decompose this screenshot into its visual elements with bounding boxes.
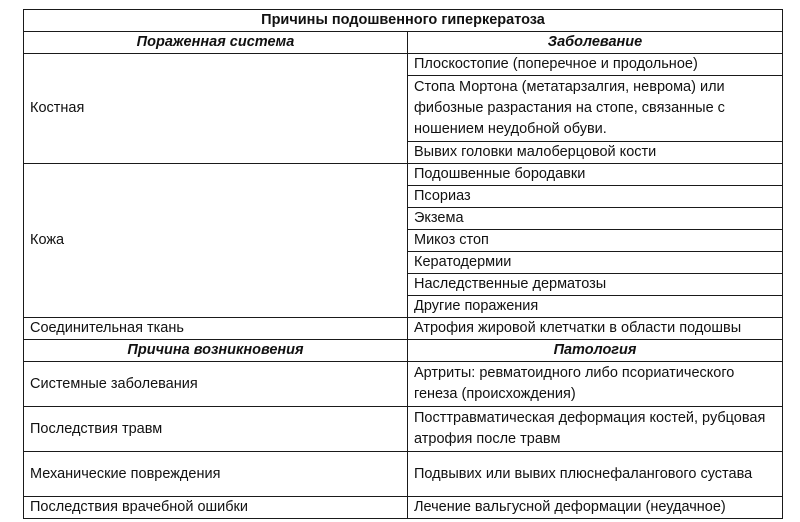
table-row [24, 497, 783, 519]
disease-cell: Подошвенные бородавки [408, 164, 783, 186]
column-header-disease: Заболевание [408, 32, 783, 54]
cause-cell: Последствия врачебной ошибки [24, 497, 408, 519]
column-header-affected-system: Пораженная система [24, 32, 408, 54]
disease-cell: Экзема [408, 208, 783, 230]
table-row [24, 164, 783, 186]
section2-header-row [24, 340, 783, 362]
disease-cell: Кератодермии [408, 252, 783, 274]
pathology-cell: Лечение вальгусной деформации (неудачное) [408, 497, 783, 519]
hyperkeratosis-causes-table [23, 9, 783, 519]
disease-cell: Вывих головки малоберцовой кости [408, 142, 783, 164]
pathology-cell: Посттравматическая деформация костей, рубцовая атрофия после травм [408, 407, 783, 452]
disease-cell: Микоз стоп [408, 230, 783, 252]
section1-header-row [24, 32, 783, 54]
disease-cell: Плоскостопие (поперечное и продольное) [408, 54, 783, 76]
pathology-cell: Артриты: ревматоидного либо псориатического генеза (происхождения) [408, 362, 783, 407]
system-cell-connective-tissue: Соединительная ткань [24, 318, 408, 340]
cause-cell: Последствия травм [24, 407, 408, 452]
cause-cell: Механические повреждения [24, 452, 408, 497]
table-row [24, 452, 783, 497]
column-header-pathology: Патология [408, 340, 783, 362]
cause-cell: Системные заболевания [24, 362, 408, 407]
disease-cell: Стопа Мортона (метатарзалгия, неврома) или фибозные разрастания на стопе, связанные с ношением неудобной обуви. [408, 76, 783, 142]
table-row [24, 54, 783, 76]
disease-cell: Наследственные дерматозы [408, 274, 783, 296]
column-header-cause: Причина возникновения [24, 340, 408, 362]
disease-cell: Псориаз [408, 186, 783, 208]
disease-cell: Атрофия жировой клетчатки в области подошвы [408, 318, 783, 340]
pathology-cell: Подвывих или вывих плюснефалангового сустава [408, 452, 783, 497]
table-title: Причины подошвенного гиперкератоза [24, 10, 783, 32]
system-cell-bone: Костная [24, 54, 408, 164]
disease-cell: Другие поражения [408, 296, 783, 318]
system-cell-skin: Кожа [24, 164, 408, 318]
table-row [24, 407, 783, 452]
table-row [24, 318, 783, 340]
table-row [24, 362, 783, 407]
title-row [24, 10, 783, 32]
